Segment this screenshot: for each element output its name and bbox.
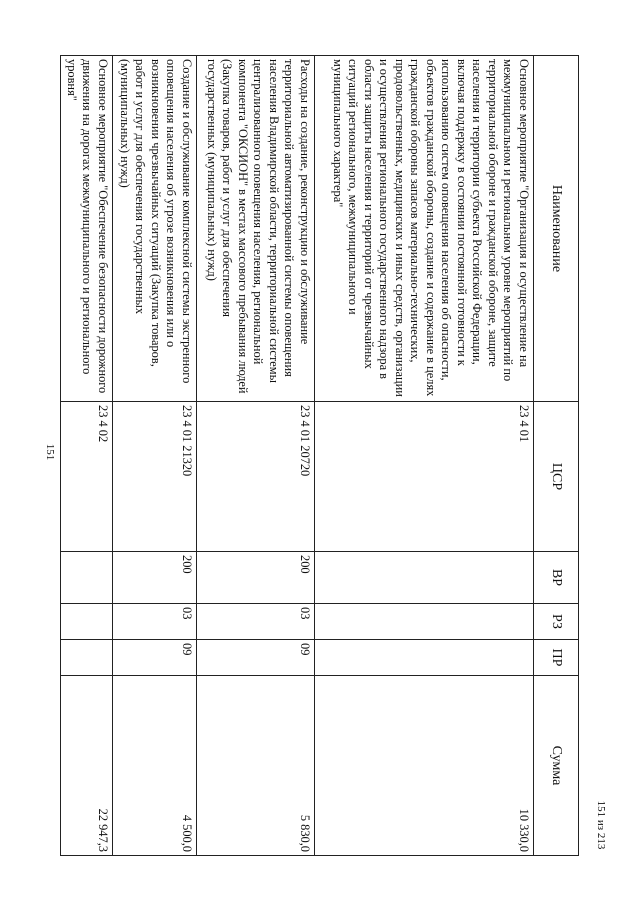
column-header-pr: ПР xyxy=(534,640,579,676)
row-vr xyxy=(315,552,534,604)
row-rz: 03 xyxy=(197,604,315,640)
row-csr: 23 4 02 xyxy=(61,402,113,552)
column-header-rz: РЗ xyxy=(534,604,579,640)
row-name: Расходы на создание, реконструкцию и обслуживание территориальной автоматизированной системы оповещения населения Владимирской области, территориальной системы централизованного оповещения населения, региональной компонента "ОКСИОН" в местах массового пребывания людей (Закупка товаров, работ и услуг для обеспечения государственных (муниципальных) нужд) xyxy=(197,56,315,402)
row-csr: 23 4 01 20720 xyxy=(197,402,315,552)
row-csr: 23 4 01 xyxy=(315,402,534,552)
page-number: 151 xyxy=(44,443,56,461)
row-sum: 10 330,0 xyxy=(315,676,534,856)
row-pr: 09 xyxy=(197,640,315,676)
table-row xyxy=(113,56,197,856)
row-vr: 200 xyxy=(197,552,315,604)
budget-table-container xyxy=(61,55,579,855)
row-rz: 03 xyxy=(113,604,197,640)
row-sum: 5 830,0 xyxy=(197,676,315,856)
table-header-row xyxy=(534,56,579,856)
table-row xyxy=(61,56,113,856)
row-sum: 4 500,0 xyxy=(113,676,197,856)
column-header-csr: ЦСР xyxy=(534,402,579,552)
row-csr: 23 4 01 21320 xyxy=(113,402,197,552)
row-rz xyxy=(61,604,113,640)
table-row xyxy=(197,56,315,856)
row-pr: 09 xyxy=(113,640,197,676)
column-header-name: Наименование xyxy=(534,56,579,402)
row-name: Основное мероприятие "Обеспечение безопасности дорожного движения на дорогах межмуниципального и регионального уровня" xyxy=(61,56,113,402)
row-rz xyxy=(315,604,534,640)
row-vr: 200 xyxy=(113,552,197,604)
table-row xyxy=(315,56,534,856)
row-name: Создание и обслуживание комплексной системы экстренного оповещения населения об угрозе возникновения или о возникновении чрезвычайных ситуаций (Закупка товаров, работ и услуг для обеспечения государственных (муниципальных) нужд) xyxy=(113,56,197,402)
column-header-vr: ВР xyxy=(534,552,579,604)
row-vr xyxy=(61,552,113,604)
page-footer: 151 из 213 xyxy=(595,800,607,850)
row-sum: 22 947,3 xyxy=(61,676,113,856)
budget-table xyxy=(60,55,579,856)
row-name: Основное мероприятие "Организация и осуществление на межмуниципальном и региональном уровне мероприятий по территориальной обороне и гражданской обороне, защите населения и территории субъекта Российской Федерации, включая поддержку в состоянии постоянной готовности к использованию систем оповещения населения об опасности, объектов гражданской обороны, создание и содержание в целях гражданской обороны запасов материально-технических, продовольственных, медицинских и иных средств, организации и осуществления регионального государственного надзора в области защиты населения и территорий от чрезвычайных ситуаций регионального, межмуниципального и муниципального характера" xyxy=(315,56,534,402)
row-pr xyxy=(61,640,113,676)
row-pr xyxy=(315,640,534,676)
column-header-sum: Сумма xyxy=(534,676,579,856)
